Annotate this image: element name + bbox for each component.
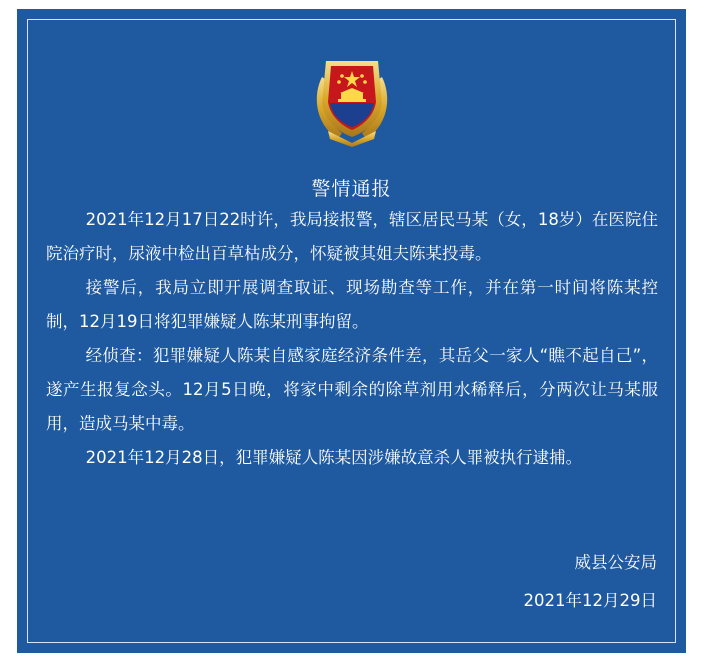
notice-paragraph: 经侦查：犯罪嫌疑人陈某自感家庭经济条件差，其岳父一家人“瞧不起自己”，遂产生报复念头。12月5日晚，将家中剩余的除草剂用水稀释后，分两次让马某服用，造成马某中毒。 [46, 346, 658, 433]
notice-paragraph: 2021年12月17日22时许，我局接报警，辖区居民马某（女，18岁）在医院住院治疗时，尿液中检出百草枯成分，怀疑被其姐夫陈某投毒。 [46, 210, 658, 263]
notice-title: 警情通报 [311, 178, 392, 200]
notice-body [46, 203, 658, 475]
notice-panel [17, 9, 686, 653]
signature-date: 2021年12月29日 [523, 591, 657, 610]
police-emblem-icon [308, 47, 396, 147]
signature-organization: 威县公安局 [574, 553, 657, 572]
notice-paragraph: 接警后，我局立即开展调查取证、现场勘查等工作，并在第一时间将陈某控制，12月19日将犯罪嫌疑人陈某刑事拘留。 [46, 278, 658, 331]
notice-paragraph: 2021年12月28日，犯罪嫌疑人陈某因涉嫌故意杀人罪被执行逮捕。 [85, 448, 583, 467]
